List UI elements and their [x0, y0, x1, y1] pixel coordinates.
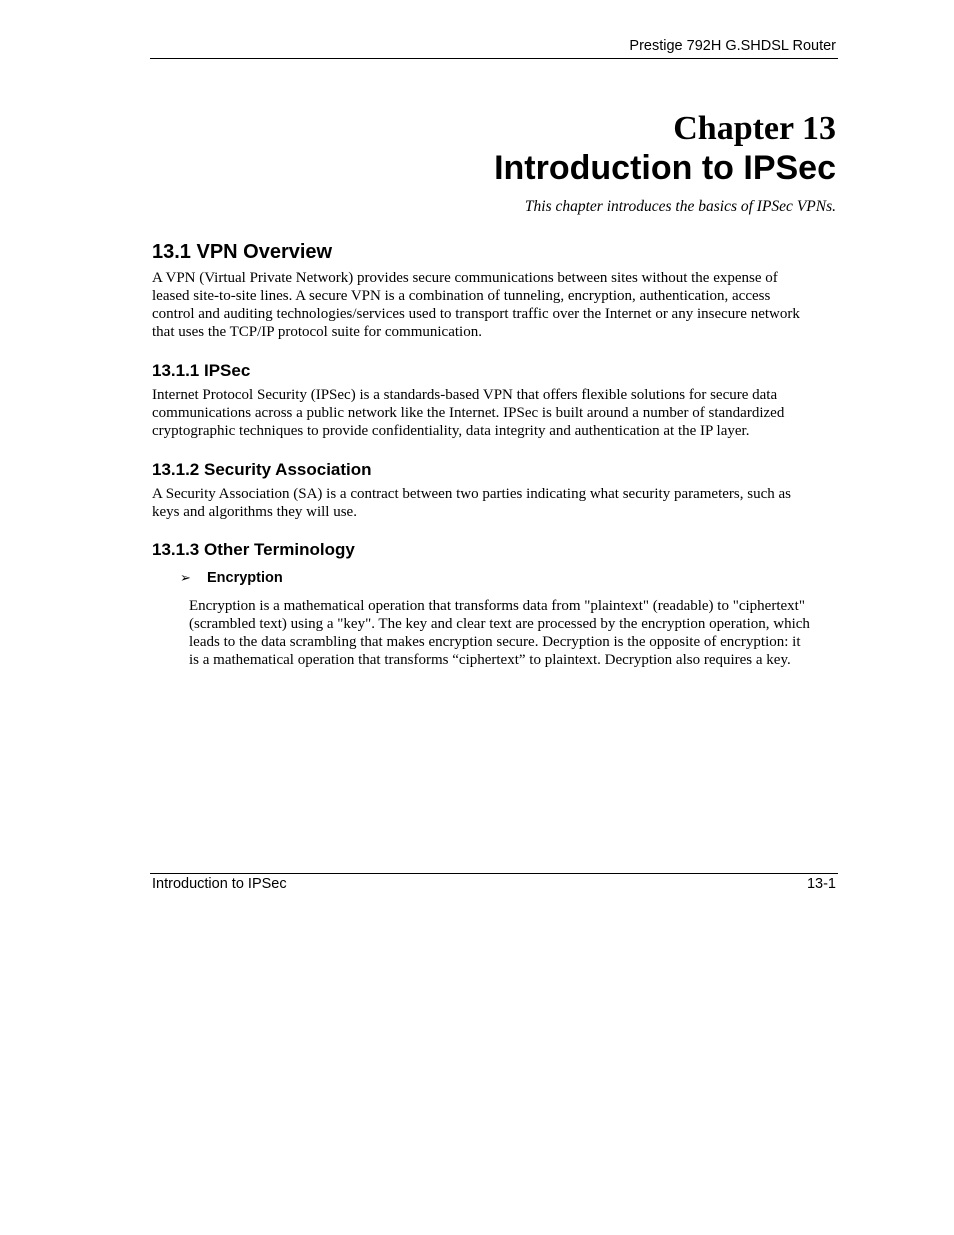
- paragraph-line: Internet Protocol Security (IPSec) is a standards-based VPN that offers flexible solutions for secure data: [152, 387, 778, 403]
- paragraph-encryption: [189, 597, 843, 669]
- paragraph-line: (scrambled text) using a "key". The key and clear text are processed by the encryption operation, which: [189, 616, 810, 632]
- paragraph-line: leads to the data scrambling that makes encryption secure. Decryption is the opposite of encryption: it: [189, 634, 801, 650]
- paragraph-line: leased site-to-site lines. A secure VPN is a combination of tunneling, encryption, authentication, access: [152, 288, 771, 304]
- paragraph-ipsec: [152, 386, 842, 440]
- chapter-title: Introduction to IPSec: [494, 149, 836, 187]
- page-number: 13-1: [806, 876, 836, 892]
- chapter-intro: This chapter introduces the basics of IPSec VPNs.: [524, 198, 836, 215]
- section-heading-vpn-overview: 13.1 VPN Overview: [152, 241, 333, 263]
- header-divider: [150, 58, 838, 59]
- bullet-item-encryption: [180, 569, 283, 587]
- running-footer-title: Introduction to IPSec: [152, 876, 287, 892]
- paragraph-line: keys and algorithms they will use.: [152, 504, 357, 520]
- paragraph-line: A Security Association (SA) is a contract between two parties indicating what security parameters, such as: [152, 486, 791, 502]
- paragraph-line: control and auditing technologies/services used to transport traffic over the Internet or any insecure network: [152, 306, 800, 322]
- paragraph-security-association: [152, 485, 842, 521]
- bullet-label: Encryption: [207, 570, 283, 586]
- paragraph-line: Encryption is a mathematical operation that transforms data from "plaintext" (readable) to "ciphertext": [189, 598, 805, 614]
- paragraph-line: cryptographic techniques to provide confidentiality, data integrity and authentication at the IP layer.: [152, 423, 750, 439]
- arrow-bullet-icon: ➢: [180, 570, 191, 585]
- paragraph-line: that uses the TCP/IP protocol suite for communication.: [152, 324, 482, 340]
- section-heading-ipsec: 13.1.1 IPSec: [152, 361, 251, 380]
- paragraph-vpn-overview: [152, 269, 842, 341]
- section-heading-other-terminology: 13.1.3 Other Terminology: [152, 540, 355, 559]
- chapter-label: Chapter 13: [673, 110, 836, 147]
- running-header: Prestige 792H G.SHDSL Router: [629, 38, 836, 54]
- footer-divider: [150, 873, 838, 874]
- section-heading-security-association: 13.1.2 Security Association: [152, 460, 372, 479]
- paragraph-line: is a mathematical operation that transforms “ciphertext” to plaintext. Decryption also requires a key.: [189, 652, 791, 668]
- paragraph-line: A VPN (Virtual Private Network) provides secure communications between sites without the expense of: [152, 270, 778, 286]
- paragraph-line: communications across a public network like the Internet. IPSec is built around a number of standardized: [152, 405, 785, 421]
